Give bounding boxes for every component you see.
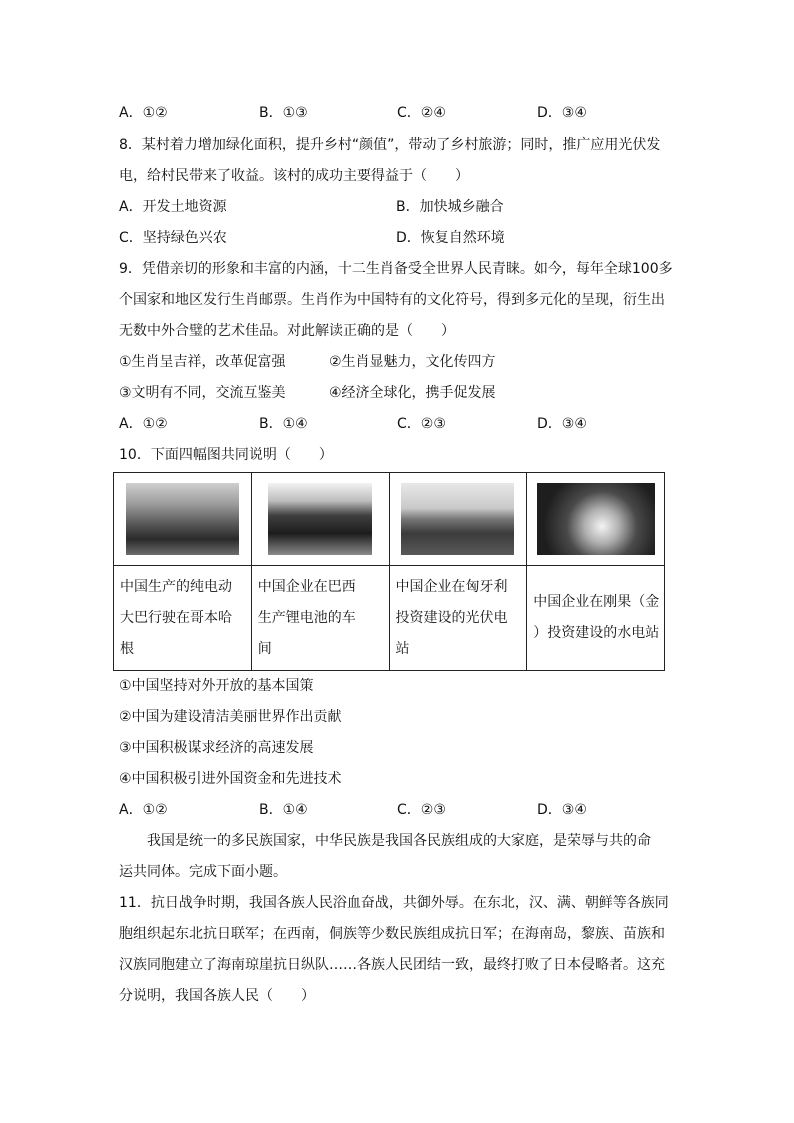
caption-2-line-3: 间 <box>257 640 272 657</box>
intro-line-1: 我国是统一的多民族国家，中华民族是我国各民族组成的大家庭，是荣辱与共的命 <box>147 833 651 849</box>
q9-statements-row-1 <box>119 352 679 372</box>
q7-options <box>119 103 679 123</box>
q10-statement-3: ③中国积极谋求经济的高速发展 <box>119 740 314 756</box>
q9-stem-line-3: 无数中外合璧的艺术佳品。对此解读正确的是（ ） <box>119 323 455 339</box>
caption-3-line-2: 投资建设的光伏电 <box>395 609 508 626</box>
intro-line-2: 运共同体。完成下面小题。 <box>119 864 287 880</box>
q7-option-b[interactable]: B．①③ <box>259 105 308 121</box>
caption-4-line-1: 中国企业在刚果（金 <box>533 594 660 610</box>
q7-option-c[interactable]: C．②④ <box>397 105 446 121</box>
q8-stem-line-1: 8．某村着力增加绿化面积，提升乡村“颜值”，带动了乡村旅游；同时，推广应用光伏发 <box>119 137 661 153</box>
bus-photo <box>126 483 239 555</box>
q10-statement-4: ④中国积极引进外国资金和先进技术 <box>119 771 342 787</box>
q8-option-d[interactable]: D．恢复自然环境 <box>396 230 505 246</box>
image-cell-2 <box>251 473 389 566</box>
q10-image-table <box>113 472 665 671</box>
image-cell-3 <box>389 473 527 566</box>
q7-option-d[interactable]: D．③④ <box>537 105 587 121</box>
battery-workshop-photo <box>268 483 372 555</box>
hydropower-photo <box>537 483 655 555</box>
q11-stem-line-2: 胞组织起东北抗日联军；在西南，侗族等少数民族组成抗日军；在海南岛，黎族、苗族和 <box>119 926 665 942</box>
q9-stem-line-2: 个国家和地区发行生肖邮票。生肖作为中国特有的文化符号，得到多元化的呈现，衍生出 <box>119 292 665 308</box>
caption-1-line-1: 中国生产的纯电动 <box>120 578 232 595</box>
caption-1-line-2: 大巴行驶在哥本哈 <box>120 609 232 626</box>
q10-stem: 10．下面四幅图共同说明（ ） <box>119 447 333 463</box>
q8-option-c[interactable]: C．坚持绿色兴农 <box>119 230 227 246</box>
q10-statement-2: ②中国为建设清洁美丽世界作出贡献 <box>119 709 342 725</box>
q8-options-row-1 <box>119 197 679 217</box>
q10-option-c[interactable]: C．②③ <box>397 802 446 818</box>
q10-option-d[interactable]: D．③④ <box>537 802 587 818</box>
q10-option-b[interactable]: B．①④ <box>259 802 308 818</box>
image-cell-4 <box>527 473 665 566</box>
caption-cell-1 <box>114 566 252 671</box>
solar-station-photo <box>401 483 514 555</box>
caption-2-line-2: 生产锂电池的车 <box>257 609 356 626</box>
q9-statement-2: ②生肖显魅力，文化传四方 <box>329 354 496 370</box>
q9-option-d[interactable]: D．③④ <box>537 416 587 432</box>
caption-4-line-2: ）投资建设的水电站 <box>533 625 660 641</box>
caption-3-line-1: 中国企业在匈牙利 <box>395 578 508 595</box>
caption-cell-2 <box>251 566 389 671</box>
q9-stem-line-1: 9．凭借亲切的形象和丰富的内涵，十二生肖备受全世界人民青睐。如今，每年全球100多 <box>119 261 673 277</box>
q9-statements-row-2 <box>119 383 679 403</box>
q11-stem-line-3: 汉族同胞建立了海南琼崖抗日纵队……各族人民团结一致，最终打败了日本侵略者。这充 <box>119 957 665 973</box>
q9-options <box>119 414 679 434</box>
q10-option-a[interactable]: A．①② <box>119 802 168 818</box>
q9-option-c[interactable]: C．②③ <box>397 416 446 432</box>
q8-stem-line-2: 电，给村民带来了收益。该村的成功主要得益于（ ） <box>119 168 469 184</box>
q8-option-b[interactable]: B．加快城乡融合 <box>396 199 504 215</box>
caption-2-line-1: 中国企业在巴西 <box>257 578 356 595</box>
q7-option-a[interactable]: A．①② <box>119 105 168 121</box>
q10-options <box>119 800 679 820</box>
caption-1-line-3: 根 <box>120 640 134 657</box>
caption-3-line-3: 站 <box>395 640 410 657</box>
q9-statement-1: ①生肖呈吉祥，改革促富强 <box>119 354 286 370</box>
q9-statement-4: ④经济全球化，携手促发展 <box>329 385 496 401</box>
q9-option-b[interactable]: B．①④ <box>259 416 308 432</box>
q11-stem-line-1: 11．抗日战争时期，我国各族人民浴血奋战，共御外辱。在东北，汉、满、朝鲜等各族同 <box>119 895 669 911</box>
q11-stem-line-4: 分说明，我国各族人民（ ） <box>119 988 315 1004</box>
caption-cell-4 <box>527 566 665 671</box>
q9-option-a[interactable]: A．①② <box>119 416 168 432</box>
q10-statement-1: ①中国坚持对外开放的基本国策 <box>119 678 314 694</box>
q9-statement-3: ③文明有不同，交流互鉴美 <box>119 385 286 401</box>
q8-options-row-2 <box>119 228 679 248</box>
image-cell-1 <box>114 473 252 566</box>
q8-option-a[interactable]: A．开发土地资源 <box>119 199 227 215</box>
caption-cell-3 <box>389 566 527 671</box>
